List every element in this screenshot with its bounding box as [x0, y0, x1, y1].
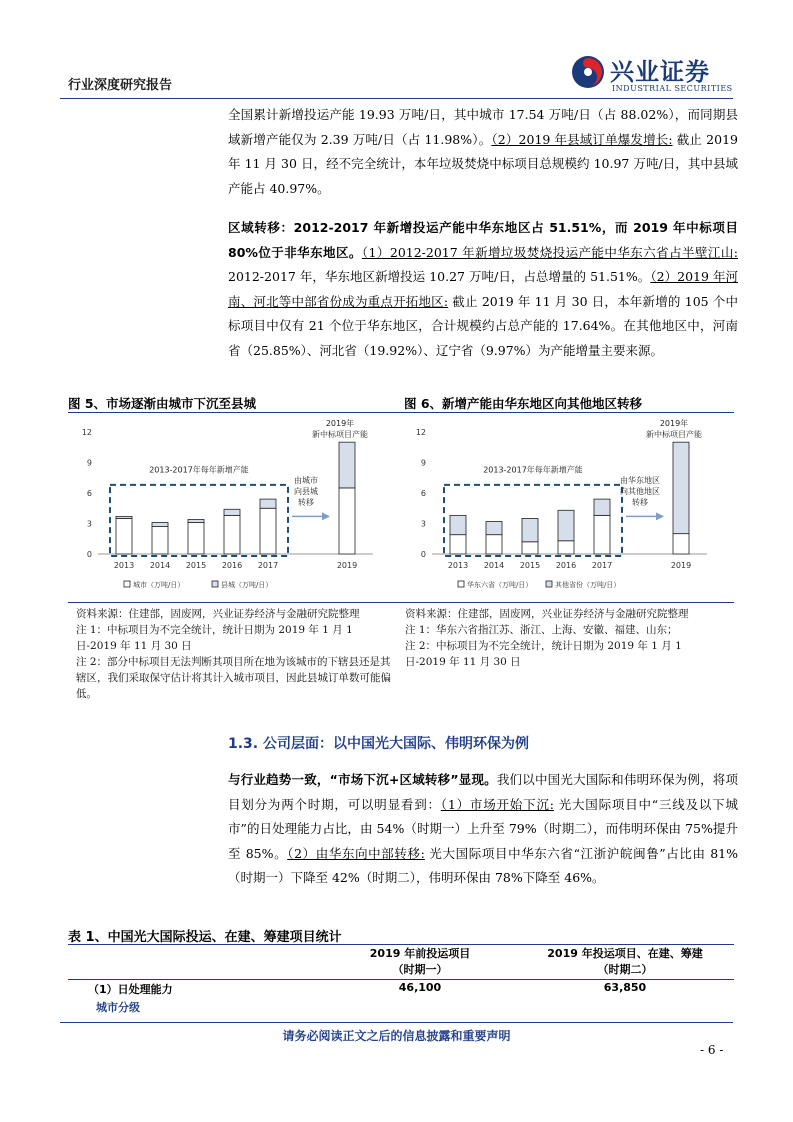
bar-segment: [188, 522, 204, 554]
intro-tail: 截止 2019 年 11 月 30 日，经不完全统计，本年垃圾焚烧中标项目总规模约 10.97 万吨/日，其中县域产能占 40.97%。: [228, 131, 738, 196]
fig5-notes: [76, 606, 396, 702]
box-label: 2013-2017年每年新增产能: [149, 465, 249, 475]
fig5-note1: 注 1：中标项目为不完全统计，统计日期为 2019 年 1 月 1 日-2019 年 11 月 30 日: [76, 624, 353, 652]
legend-swatch: [546, 581, 552, 587]
top-label-line: 新中标项目产能: [312, 430, 368, 439]
bar-segment: [673, 442, 689, 534]
y-tick-label: 9: [420, 458, 426, 468]
bar-segment: [116, 518, 132, 554]
bar-segment: [152, 527, 168, 554]
bar-segment: [673, 534, 689, 554]
bar-segment: [558, 510, 574, 541]
x-tick-label: 2013: [113, 561, 135, 570]
bar-segment: [450, 515, 466, 534]
figure-bottom-rule: [68, 602, 734, 603]
section-bold: 与行业趋势一致，“市场下沉+区域转移”显现。: [228, 772, 497, 787]
bar-segment: [486, 521, 502, 534]
logo-emblem-icon: [570, 54, 606, 90]
arrow-label-line: 转移: [298, 497, 314, 507]
table-col1-header: [330, 946, 510, 978]
fig6-title: 图 6、新增产能由华东地区向其他地区转移: [404, 396, 643, 411]
x-tick-label: 2017: [591, 561, 613, 570]
legend-label: 县城（万吨/日）: [221, 581, 273, 589]
fig6-note2: 注 2：中标项目为不完全统计，统计日期为 2019 年 1 月 1 日-2019 年 11 月 30 日: [405, 640, 682, 668]
legend-label: 其他省份（万吨/日）: [555, 581, 621, 589]
arrow-label-line: 向其他地区: [620, 486, 660, 496]
section-text-1: 我们以中国光大国际和伟明环保为例，将项目划分为两个时期，可以明显看到：: [228, 772, 738, 812]
brand-logo: [570, 50, 740, 100]
fig6-note1: 注 1：华东六省指江苏、浙江、上海、安徽、福建、山东；: [405, 624, 678, 636]
table-row1-value1: 46,100: [398, 981, 442, 994]
bar-segment: [339, 442, 355, 488]
y-tick-label: 9: [86, 458, 92, 468]
table-top-rule: [68, 944, 734, 945]
legend-label: 城市（万吨/日）: [133, 581, 185, 589]
top-label-line: 2019年: [659, 419, 689, 428]
table-header-rule: [68, 979, 734, 980]
region-underline-2: （2）2019 年河南、河北等中部省份成为重点开拓地区:: [228, 269, 738, 309]
bar-segment: [224, 509, 240, 515]
arrow-label-line: 转移: [632, 497, 648, 507]
section-text-3: 光大国际项目中华东六省“江浙沪皖闽鲁”占比由 81%（时期一）下降至 42%（时期二），伟明环保由 78%下降至 46%。: [228, 845, 738, 885]
arrow-label-line: 由华东地区: [620, 475, 660, 485]
header-rule: [60, 98, 733, 99]
transfer-arrow-head: [656, 512, 664, 520]
arrow-label-line: 由城市: [294, 475, 318, 485]
legend-swatch: [212, 581, 218, 587]
y-tick-label: 0: [86, 550, 92, 559]
legend-label: 华东六省（万吨/日）: [467, 581, 533, 589]
region-text-1: 2012-2017 年，华东地区新增投运 10.27 万吨/日，占总增量的 51.51%。: [228, 269, 651, 284]
bar-segment: [188, 519, 204, 522]
figure-top-rule: [68, 412, 734, 413]
intro-underline: （2）2019 年县域订单爆发增长:: [491, 131, 673, 147]
top-label-line: 2019年: [325, 419, 355, 428]
box-label: 2013-2017年每年新增产能: [483, 465, 583, 475]
bar-segment: [260, 508, 276, 554]
footer-rule: [60, 1022, 733, 1023]
y-tick-label: 12: [415, 428, 426, 437]
table-col2-header: [520, 946, 730, 978]
bar-segment: [594, 499, 610, 515]
x-tick-label: 2014: [483, 561, 505, 570]
bar-segment: [522, 518, 538, 541]
fig5-note2: 注 2：部分中标项目无法判断其项目所在地为该城市的下辖县还是其辖区，我们采取保守估计将其计入城市项目，因此县城订单数可能偏低。: [76, 656, 391, 700]
top-label-line: 新中标项目产能: [646, 430, 702, 439]
table-row1-label: （1）日处理能力: [88, 983, 173, 996]
bar-segment: [594, 515, 610, 554]
x-tick-label: 2019: [336, 561, 358, 570]
bar-segment: [260, 499, 276, 508]
col1-line1: 2019 年前投运项目: [369, 947, 471, 960]
section-underline-1: （1）市场开始下沉:: [440, 796, 554, 812]
fig5-title: 图 5、市场逐渐由城市下沉至县城: [68, 396, 257, 411]
y-tick-label: 3: [420, 519, 426, 529]
region-bold: 区域转移：2012-2017 年新增投运产能中华东地区占 51.51%，而 2019 年中标项目 80%位于非华东地区。: [228, 220, 738, 260]
region-text-2: 截止 2019 年 11 月 30 日，本年新增的 105 个中标项目中仅有 21 个位于华东地区，合计规模约占总产能的 17.64%。在其他地区中，河南省（25.85%）、河北省（19.92%）、辽宁省（9.97%）为产能增量主要来源。: [228, 293, 738, 358]
bar-segment: [486, 535, 502, 554]
section-heading: 1.3. 公司层面：以中国光大国际、伟明环保为例: [228, 736, 529, 752]
section-underline-2: （2）由华东向中部转移:: [287, 845, 425, 861]
y-tick-label: 6: [86, 489, 92, 498]
x-tick-label: 2017: [257, 561, 279, 570]
section-text-2: 光大国际项目中“三线及以下城市”的日处理能力占比，由 54%（时期一）上升至 79%（时期二），而伟明环保由 75%提升至 85%。: [228, 796, 738, 861]
fig5-chart: [68, 414, 398, 600]
bar-segment: [558, 541, 574, 554]
table-row1-value2: 63,850: [603, 981, 647, 994]
table-title: 表 1、中国光大国际投运、在建、筹建项目统计: [68, 930, 342, 945]
fig6-source: 资料来源：住建部，固废网，兴业证券经济与金融研究院整理: [405, 608, 689, 620]
bar-segment: [152, 522, 168, 526]
fig5-source: 资料来源：住建部，固废网，兴业证券经济与金融研究院整理: [76, 608, 360, 620]
fig6-chart: [402, 414, 732, 600]
bar-segment: [522, 542, 538, 554]
report-type-label: 行业深度研究报告: [68, 78, 173, 93]
col2-line2: （时期二）: [597, 963, 653, 976]
y-tick-label: 0: [420, 550, 426, 559]
bar-segment: [116, 516, 132, 518]
region-paragraph: [228, 216, 738, 363]
col2-line1: 2019 年投运项目、在建、筹建: [547, 947, 703, 960]
footer-disclaimer: 请务必阅读正文之后的信息披露和重要声明: [282, 1029, 511, 1043]
x-tick-label: 2013: [447, 561, 469, 570]
col1-line2: （时期一）: [392, 963, 448, 976]
bar-segment: [339, 488, 355, 554]
bar-segment: [224, 515, 240, 554]
x-tick-label: 2015: [185, 561, 207, 570]
section-paragraph: [228, 768, 738, 891]
logo-text-cn: 兴业证券: [610, 58, 710, 86]
fig6-notes: [405, 606, 725, 670]
x-tick-label: 2014: [149, 561, 171, 570]
intro-paragraph: [228, 103, 738, 201]
page-number: - 6 -: [700, 1043, 724, 1057]
bar-segment: [450, 535, 466, 554]
legend-swatch: [124, 581, 130, 587]
x-tick-label: 2019: [670, 561, 692, 570]
transfer-arrow-head: [322, 512, 330, 520]
y-tick-label: 6: [420, 489, 426, 498]
legend-swatch: [458, 581, 464, 587]
x-tick-label: 2016: [221, 561, 243, 570]
y-tick-label: 3: [86, 519, 92, 529]
y-tick-label: 12: [81, 428, 92, 437]
logo-text-en: INDUSTRIAL SECURITIES: [612, 84, 733, 93]
x-tick-label: 2015: [519, 561, 541, 570]
intro-text: 全国累计新增投运产能 19.93 万吨/日，其中城市 17.54 万吨/日（占 88.02%），而同期县域新增产能仅为 2.39 万吨/日（占 11.98%）。: [228, 107, 738, 147]
table-row2-label: 城市分级: [96, 1001, 140, 1014]
arrow-label-line: 向县城: [294, 486, 318, 496]
region-underline-1: （1）2012-2017 年新增垃圾焚烧投运产能中华东六省占半壁江山:: [361, 244, 738, 260]
x-tick-label: 2016: [555, 561, 577, 570]
